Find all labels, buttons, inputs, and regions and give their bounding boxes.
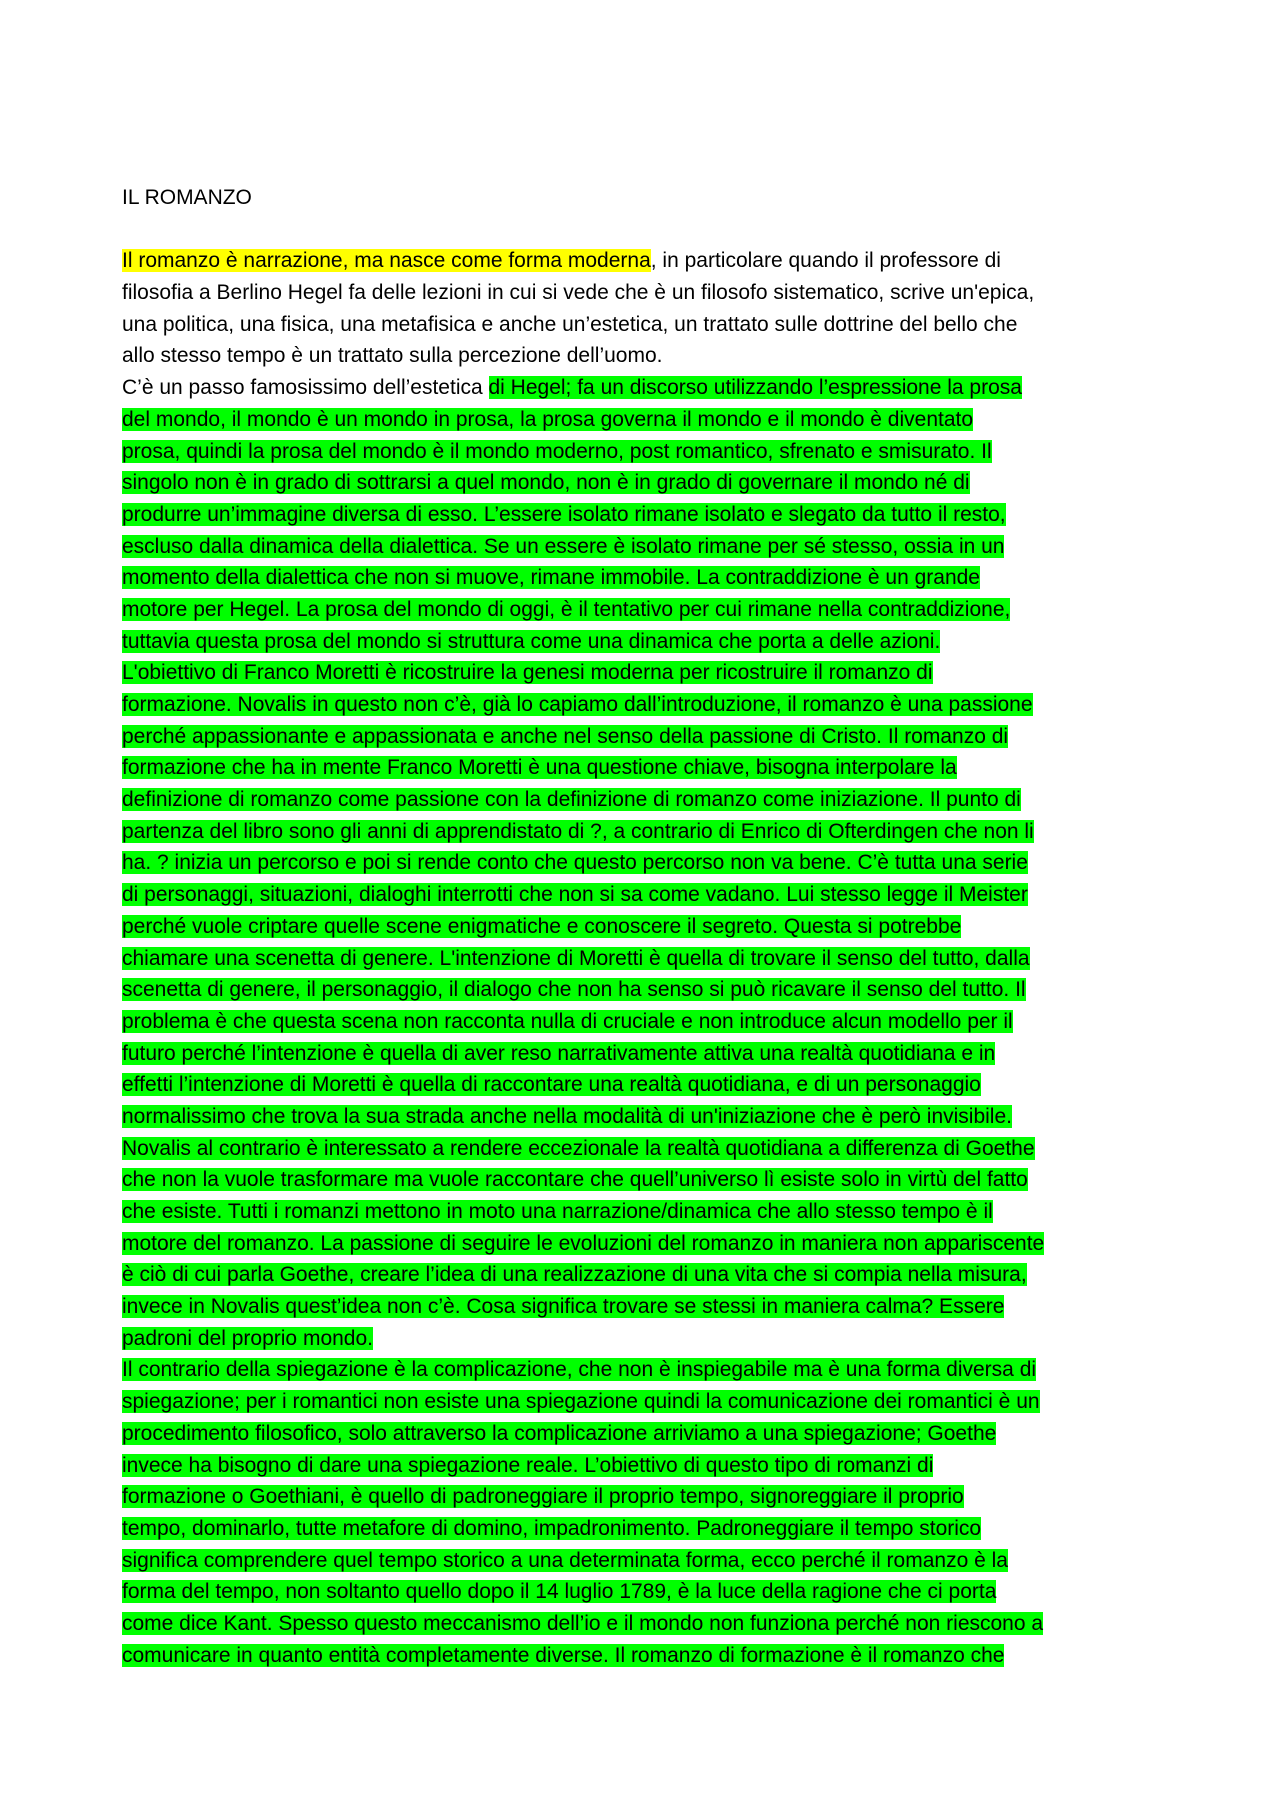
green-highlighted-text: invece in Novalis quest’idea non c’è. Cosa significa trovare se stessi in maniera calma? Essere — [122, 1295, 1005, 1319]
text-line — [122, 1101, 1162, 1133]
text-line — [122, 1228, 1162, 1260]
plain-text: allo stesso tempo è un trattato sulla percezione dell’uomo. — [122, 344, 663, 368]
text-line — [122, 1069, 1162, 1101]
green-highlighted-text: perché vuole criptare quelle scene enigmatiche e conoscere il segreto. Questa si potrebbe — [122, 914, 962, 938]
green-highlighted-text: Il contrario della spiegazione è la complicazione, che non è inspiegabile ma è una forma diversa di — [122, 1358, 1037, 1382]
green-highlighted-text: produrre un’immagine diversa di esso. L’essere isolato rimane isolato e slegato da tutto il resto, — [122, 502, 1006, 526]
text-line — [122, 1640, 1162, 1672]
text-line — [122, 531, 1162, 563]
green-highlighted-text: prosa, quindi la prosa del mondo è il mondo moderno, post romantico, sfrenato e smisurato. Il — [122, 439, 992, 463]
text-line — [122, 1291, 1162, 1323]
plain-text: , in particolare quando il professore di — [650, 249, 1001, 273]
green-highlighted-text: effetti l’intenzione di Moretti è quella di raccontare una realtà quotidiana, e di un personaggio — [122, 1073, 981, 1097]
text-line — [122, 1386, 1162, 1418]
green-highlighted-text: Novalis al contrario è interessato a rendere eccezionale la realtà quotidiana a differenza di Goethe — [122, 1136, 1035, 1160]
green-highlighted-text: del mondo, il mondo è un mondo in prosa, la prosa governa il mondo e il mondo è diventato — [122, 407, 974, 431]
green-highlighted-text: tuttavia questa prosa del mondo si struttura come una dinamica che porta a delle azioni. — [122, 629, 941, 653]
green-highlighted-text: motore per Hegel. La prosa del mondo di oggi, è il tentativo per cui rimane nella contraddizione, — [122, 597, 1011, 621]
green-highlighted-text: forma del tempo, non soltanto quello dopo il 14 luglio 1789, è la luce della ragione che ci porta — [122, 1580, 997, 1604]
text-line — [122, 1576, 1162, 1608]
text-line — [122, 1006, 1162, 1038]
plain-text: C’è un passo famosissimo dell’estetica — [122, 376, 489, 400]
green-highlighted-text: chiamare una scenetta di genere. L'intenzione di Moretti è quella di trovare il senso del tutto, dalla — [122, 946, 1030, 970]
text-line — [122, 689, 1162, 721]
document-page — [122, 182, 1162, 1671]
text-line — [122, 404, 1162, 436]
text-line — [122, 594, 1162, 626]
green-highlighted-text: motore del romanzo. La passione di seguire le evoluzioni del romanzo in maniera non appariscente — [122, 1231, 1045, 1255]
green-highlighted-text: è ciò di cui parla Goethe, creare l’idea di una realizzazione di una vita che si compia nella misura, — [122, 1263, 1027, 1287]
text-line — [122, 1354, 1162, 1386]
text-line — [122, 1038, 1162, 1070]
green-highlighted-text: formazione che ha in mente Franco Moretti è una questione chiave, bisogna interpolare la — [122, 756, 957, 780]
text-line — [122, 974, 1162, 1006]
text-line — [122, 245, 1162, 277]
text-line — [122, 436, 1162, 468]
green-highlighted-text: significa comprendere quel tempo storico a una determinata forma, ecco perché il romanzo è la — [122, 1548, 1008, 1572]
green-highlighted-text: di Hegel; fa un discorso utilizzando l’espressione la prosa — [488, 376, 1022, 400]
green-highlighted-text: L'obiettivo di Franco Moretti è ricostruire la genesi moderna per ricostruire il romanzo di — [122, 661, 933, 685]
text-line — [122, 752, 1162, 784]
green-highlighted-text: formazione. Novalis in questo non c’è, già lo capiamo dall’introduzione, il romanzo è una passione — [122, 693, 1033, 717]
green-highlighted-text: padroni del proprio mondo. — [122, 1326, 373, 1350]
yellow-highlighted-text: Il romanzo è narrazione, ma nasce come forma moderna — [122, 249, 651, 273]
green-highlighted-text: problema è che questa scena non racconta nulla di cruciale e non introduce alcun modello per il — [122, 1009, 1013, 1033]
text-line — [122, 721, 1162, 753]
text-line — [122, 1164, 1162, 1196]
green-highlighted-text: di personaggi, situazioni, dialoghi interrotti che non si sa come vadano. Lui stesso legge il Meister — [122, 883, 1028, 907]
text-line — [122, 1513, 1162, 1545]
text-line — [122, 467, 1162, 499]
text-line — [122, 911, 1162, 943]
green-highlighted-text: comunicare in quanto entità completamente diverse. Il romanzo di formazione è il romanzo che — [122, 1643, 1005, 1667]
green-highlighted-text: perché appassionante e appassionata e anche nel senso della passione di Cristo. Il romanzo di — [122, 724, 1009, 748]
document-title: IL ROMANZO — [122, 186, 252, 209]
document-body — [122, 245, 1162, 1671]
text-line — [122, 816, 1162, 848]
green-highlighted-text: come dice Kant. Spesso questo meccanismo dell’io e il mondo non funziona perché non riescono a — [122, 1611, 1044, 1635]
green-highlighted-text: partenza del libro sono gli anni di apprendistato di ?, a contrario di Enrico di Ofterdingen che non li — [122, 819, 1034, 843]
text-line — [122, 943, 1162, 975]
text-line — [122, 847, 1162, 879]
green-highlighted-text: che non la vuole trasformare ma vuole raccontare che quell’universo lì esiste solo in virtù del fatto — [122, 1168, 1028, 1192]
green-highlighted-text: normalissimo che trova la sua strada anche nella modalità di un'iniziazione che è però invisibile. — [122, 1104, 1012, 1128]
green-highlighted-text: che esiste. Tutti i romanzi mettono in moto una narrazione/dinamica che allo stesso tempo è il — [122, 1200, 993, 1224]
text-line — [122, 1545, 1162, 1577]
green-highlighted-text: ha. ? inizia un percorso e poi si rende conto che questo percorso non va bene. C’è tutta una serie — [122, 851, 1028, 875]
text-line — [122, 1418, 1162, 1450]
green-highlighted-text: definizione di romanzo come passione con la definizione di romanzo come iniziazione. Il punto di — [122, 788, 1021, 812]
text-line — [122, 309, 1162, 341]
plain-text: una politica, una fisica, una metafisica e anche un’estetica, un trattato sulle dottrine del bello che — [122, 312, 1018, 336]
text-line — [122, 1259, 1162, 1291]
text-line — [122, 1323, 1162, 1355]
green-highlighted-text: momento della dialettica che non si muove, rimane immobile. La contraddizione è un grande — [122, 566, 980, 590]
text-line — [122, 784, 1162, 816]
green-highlighted-text: singolo non è in grado di sottrarsi a quel mondo, non è in grado di governare il mondo né di — [122, 471, 970, 495]
green-highlighted-text: scenetta di genere, il personaggio, il dialogo che non ha senso si può ricavare il senso del tutto. Il — [122, 978, 1026, 1002]
green-highlighted-text: spiegazione; per i romantici non esiste una spiegazione quindi la comunicazione dei romantici è un — [122, 1390, 1040, 1414]
blank-line — [122, 214, 1162, 246]
green-highlighted-text: formazione o Goethiani, è quello di padroneggiare il proprio tempo, signoreggiare il proprio — [122, 1485, 964, 1509]
text-line — [122, 1608, 1162, 1640]
text-line — [122, 657, 1162, 689]
text-line — [122, 562, 1162, 594]
green-highlighted-text: invece ha bisogno di dare una spiegazione reale. L’obiettivo di questo tipo di romanzi di — [122, 1453, 934, 1477]
text-line — [122, 499, 1162, 531]
text-line — [122, 372, 1162, 404]
text-line — [122, 1133, 1162, 1165]
text-line — [122, 340, 1162, 372]
plain-text: filosofia a Berlino Hegel fa delle lezioni in cui si vede che è un filosofo sistematico, scrive un'epica, — [122, 281, 1035, 305]
green-highlighted-text: escluso dalla dinamica della dialettica. Se un essere è isolato rimane per sé stesso, ossia in un — [122, 534, 1005, 558]
text-line — [122, 1481, 1162, 1513]
text-line — [122, 626, 1162, 658]
text-line — [122, 879, 1162, 911]
text-line — [122, 277, 1162, 309]
green-highlighted-text: procedimento filosofico, solo attraverso la complicazione arriviamo a una spiegazione; Goethe — [122, 1421, 997, 1445]
text-line — [122, 1450, 1162, 1482]
green-highlighted-text: tempo, dominarlo, tutte metafore di domino, impadronimento. Padroneggiare il tempo storico — [122, 1516, 982, 1540]
green-highlighted-text: futuro perché l’intenzione è quella di aver reso narrativamente attiva una realtà quotidiana e in — [122, 1041, 996, 1065]
text-line — [122, 1196, 1162, 1228]
